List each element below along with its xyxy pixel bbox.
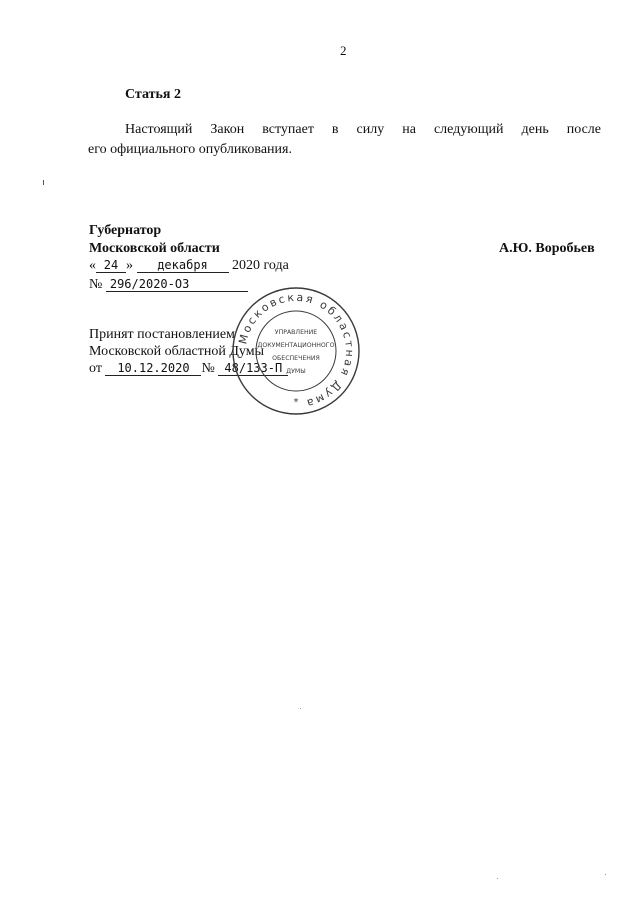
adoption-number-sign: № — [201, 361, 215, 376]
stamp-center-line-2: ДОКУМЕНТАЦИОННОГО — [257, 342, 335, 349]
stamp-inner-ring — [256, 311, 336, 391]
date-close-quote: » — [126, 258, 133, 273]
scan-speck — [300, 708, 301, 709]
governor-region: Московской области — [89, 241, 220, 256]
governor-name: А.Ю. Воробьев — [499, 241, 595, 256]
date-open-quote: « — [89, 258, 96, 273]
article-text-line-2: его официального опубликования. — [88, 142, 292, 157]
law-number-line — [89, 277, 248, 293]
stamp-center-line-3: ОБЕСПЕЧЕНИЯ — [272, 355, 320, 362]
adoption-line-2: Московской областной Думы — [89, 344, 264, 359]
stamp-center-line-1: УПРАВЛЕНИЕ — [274, 329, 318, 336]
article-paragraph — [88, 120, 601, 160]
adoption-number: 48/133-П — [218, 361, 288, 376]
law-number-value: 296/2020-ОЗ — [106, 277, 248, 292]
date-year: 2020 года — [232, 258, 289, 273]
scan-speck — [497, 878, 498, 879]
date-month: декабря — [137, 258, 229, 273]
article-title: Статья 2 — [125, 87, 181, 102]
article-text-line-1: Настоящий Закон вступает в силу на следующий день после — [125, 122, 601, 137]
signing-date-line — [89, 258, 289, 274]
official-stamp — [231, 286, 361, 416]
page-number: 2 — [340, 43, 347, 58]
stamp-center-line-4: ДУМЫ — [286, 368, 306, 375]
stamp-star: * — [293, 397, 299, 408]
law-number-sign: № — [89, 277, 103, 292]
governor-title: Губернатор — [89, 223, 162, 238]
date-day: 24 — [96, 258, 126, 273]
margin-mark — [43, 180, 44, 185]
adoption-from-label: от — [89, 361, 102, 376]
stamp-ring-text: Московская областная Дума — [236, 290, 357, 411]
adoption-line-1: Принят постановлением — [89, 327, 235, 342]
stamp-outer-ring — [233, 288, 359, 414]
scan-speck — [605, 874, 606, 875]
adoption-date: 10.12.2020 — [105, 361, 201, 376]
